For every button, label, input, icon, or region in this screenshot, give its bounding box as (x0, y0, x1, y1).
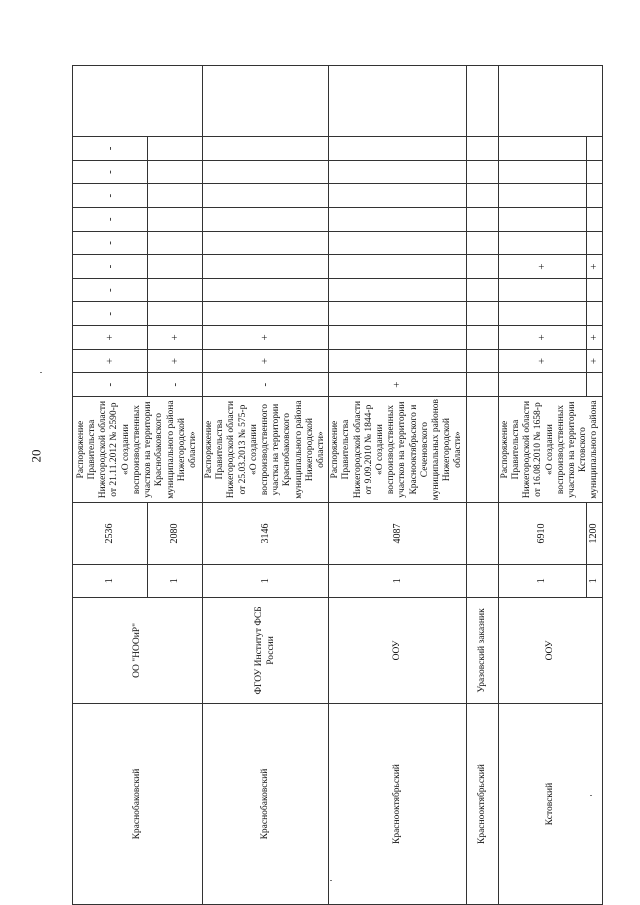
mark-cell (329, 278, 466, 302)
mark-cell (203, 160, 329, 184)
document-cell (466, 396, 498, 502)
area-cell (466, 503, 498, 564)
mark-cell: - (73, 184, 148, 208)
count-cell: 1 (203, 564, 329, 597)
mark-cell: + (148, 349, 203, 373)
area-cell: 4087 (329, 503, 466, 564)
mark-cell (148, 184, 203, 208)
mark-cell (586, 373, 602, 397)
district-cell: Краснобаковский (203, 704, 329, 905)
mark-cell: + (498, 255, 586, 279)
count-cell: 1 (586, 564, 602, 597)
mark-cell (148, 255, 203, 279)
mark-cell (329, 184, 466, 208)
mark-cell: - (73, 373, 148, 397)
organization-cell: ООУ (498, 597, 602, 703)
mark-cell (329, 255, 466, 279)
organization-cell: Уразовский заказник (466, 597, 498, 703)
scan-speck (330, 880, 332, 881)
table-row (203, 66, 329, 905)
mark-cell: - (73, 207, 148, 231)
mark-cell (203, 255, 329, 279)
mark-cell: - (73, 137, 148, 161)
document-cell: Распоряжение Правительства Нижегородской области от 9.09.2010 № 1844-р «О создании воспроизводственных участков на территории Краснооктябрьского и Сеченовского муниципальных районов Нижегородской области» (329, 396, 466, 502)
mark-cell: - (73, 231, 148, 255)
mark-cell: + (586, 326, 602, 350)
mark-cell (203, 278, 329, 302)
mark-cell (203, 207, 329, 231)
mark-cell: + (586, 255, 602, 279)
area-cell: 2536 (73, 503, 148, 564)
mark-cell: - (73, 278, 148, 302)
mark-cell (466, 231, 498, 255)
document-cell: Распоряжение Правительства Нижегородской области от 16.08.2010 № 1658-р «О создании воспроизводственных участков на территории Кстовского муниципального района (498, 396, 602, 502)
mark-cell (466, 373, 498, 397)
hunting-areas-table (72, 65, 603, 905)
table-row (498, 66, 586, 905)
notes-cell (203, 66, 329, 137)
mark-cell (466, 326, 498, 350)
mark-cell (148, 278, 203, 302)
mark-cell (203, 184, 329, 208)
mark-cell (586, 278, 602, 302)
mark-cell (329, 326, 466, 350)
mark-cell: + (73, 349, 148, 373)
area-cell: 3146 (203, 503, 329, 564)
mark-cell (329, 160, 466, 184)
mark-cell: + (498, 326, 586, 350)
area-cell: 6910 (498, 503, 586, 564)
count-cell: 1 (329, 564, 466, 597)
table-row (466, 66, 498, 905)
mark-cell: + (203, 349, 329, 373)
mark-cell: - (148, 373, 203, 397)
table-row (329, 66, 466, 905)
mark-cell (329, 302, 466, 326)
page-number: 20 (28, 449, 44, 463)
mark-cell (586, 302, 602, 326)
mark-cell: + (148, 326, 203, 350)
mark-cell (466, 255, 498, 279)
mark-cell (498, 137, 586, 161)
mark-cell (586, 231, 602, 255)
mark-cell: + (73, 326, 148, 350)
mark-cell (498, 231, 586, 255)
mark-cell (586, 137, 602, 161)
mark-cell (498, 184, 586, 208)
district-cell: Краснобаковский (73, 704, 203, 905)
notes-cell (498, 66, 602, 137)
mark-cell: - (73, 255, 148, 279)
mark-cell: + (329, 373, 466, 397)
mark-cell: + (586, 349, 602, 373)
mark-cell (203, 231, 329, 255)
district-cell: Краснооктябрьский (466, 704, 498, 905)
mark-cell (148, 160, 203, 184)
mark-cell: - (73, 302, 148, 326)
count-cell: 1 (73, 564, 148, 597)
organization-cell: ФГОУ Институт ФСБ России (203, 597, 329, 703)
organization-cell: ООУ (329, 597, 466, 703)
table-row (73, 66, 148, 905)
area-cell: 2080 (148, 503, 203, 564)
mark-cell (466, 160, 498, 184)
mark-cell (498, 160, 586, 184)
area-cell: 1200 (586, 503, 602, 564)
mark-cell (148, 137, 203, 161)
mark-cell (466, 207, 498, 231)
mark-cell (329, 231, 466, 255)
notes-cell (329, 66, 466, 137)
mark-cell (329, 207, 466, 231)
mark-cell (148, 231, 203, 255)
mark-cell (329, 349, 466, 373)
mark-cell (148, 302, 203, 326)
document-cell: Распоряжение Правительства Нижегородской области от 25.03.2013 № 575-р «О создании воспроизводственного участка на территории Краснобаковского муниципального района Нижегородской области» (203, 396, 329, 502)
count-cell (466, 564, 498, 597)
mark-cell (586, 207, 602, 231)
mark-cell: - (73, 160, 148, 184)
mark-cell (466, 137, 498, 161)
district-cell: Кстовский (498, 704, 602, 905)
mark-cell (586, 160, 602, 184)
mark-cell (466, 184, 498, 208)
notes-cell (466, 66, 498, 137)
count-cell: 1 (498, 564, 586, 597)
district-cell: Краснооктябрьский (329, 704, 466, 905)
mark-cell (498, 373, 586, 397)
document-cell: Распоряжение Правительства Нижегородской области от 21.11.2012 № 2590-р «О создании воспроизводственных участков на территории Краснобаковского муниципального района Нижегородской области» (73, 396, 203, 502)
notes-cell (73, 66, 203, 137)
scan-speck (40, 372, 42, 373)
mark-cell (329, 137, 466, 161)
mark-cell (586, 184, 602, 208)
organization-cell: ОО "НООиР" (73, 597, 203, 703)
mark-cell (498, 207, 586, 231)
count-cell: 1 (148, 564, 203, 597)
mark-cell (466, 349, 498, 373)
mark-cell: - (203, 373, 329, 397)
mark-cell (498, 278, 586, 302)
mark-cell (203, 302, 329, 326)
mark-cell: + (498, 349, 586, 373)
mark-cell (148, 207, 203, 231)
mark-cell (466, 278, 498, 302)
mark-cell: + (203, 326, 329, 350)
mark-cell (498, 302, 586, 326)
scan-speck (590, 795, 592, 796)
rotated-table-container (72, 65, 600, 905)
mark-cell (466, 302, 498, 326)
mark-cell (203, 137, 329, 161)
